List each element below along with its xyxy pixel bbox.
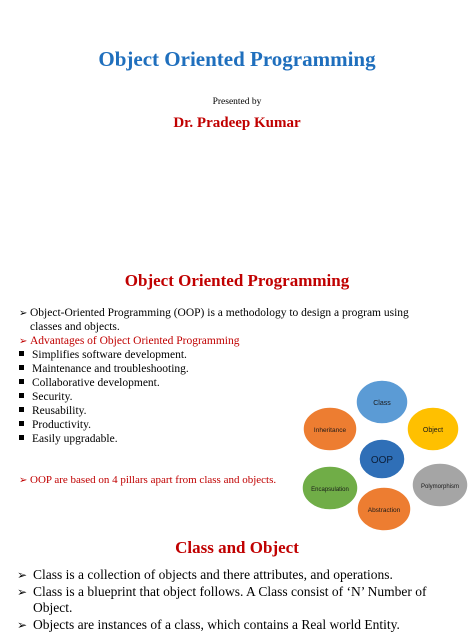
pillars-note-text: OOP are based on 4 pillars apart from class and objects. bbox=[30, 474, 277, 486]
class-point-3 bbox=[17, 617, 400, 633]
oop-pillars-diagram bbox=[300, 374, 470, 536]
intro-line-1 bbox=[19, 307, 409, 320]
class-point-2 bbox=[17, 584, 426, 600]
list-item bbox=[19, 377, 160, 390]
list-item bbox=[19, 349, 187, 362]
intro-line-2: classes and objects. bbox=[30, 321, 120, 333]
advantages-heading bbox=[19, 335, 240, 348]
abstraction-node-label: Abstraction bbox=[367, 507, 401, 514]
polymorphism-node-label: Polymorphism bbox=[420, 484, 460, 490]
section-title-oop: Object Oriented Programming bbox=[124, 271, 350, 290]
arrow-bullet-icon: ➢ bbox=[17, 585, 28, 599]
intro-text-1: Object-Oriented Programming (OOP) is a methodology to design a program using bbox=[30, 307, 409, 319]
list-item bbox=[19, 391, 72, 404]
author-name: Dr. Pradeep Kumar bbox=[173, 115, 301, 131]
arrow-bullet-icon: ➢ bbox=[19, 308, 28, 319]
pillars-note bbox=[19, 474, 276, 487]
list-item bbox=[19, 363, 189, 376]
list-item bbox=[19, 419, 91, 432]
slide-title: Object Oriented Programming bbox=[98, 47, 376, 71]
square-bullet-icon bbox=[19, 365, 24, 370]
list-item-text: Collaborative development. bbox=[32, 377, 160, 389]
square-bullet-icon bbox=[19, 351, 24, 356]
list-item-text: Security. bbox=[32, 391, 73, 403]
class-point-1 bbox=[17, 567, 393, 583]
square-bullet-icon bbox=[19, 407, 24, 412]
encapsulation-node-label: Encapsulation bbox=[311, 487, 349, 493]
list-item-text: Reusability. bbox=[32, 405, 87, 417]
arrow-bullet-icon: ➢ bbox=[19, 336, 28, 347]
class-point-2-cont: Object. bbox=[33, 600, 73, 615]
list-item-text: Productivity. bbox=[32, 419, 91, 431]
arrow-bullet-icon: ➢ bbox=[17, 618, 28, 632]
square-bullet-icon bbox=[19, 379, 24, 384]
class-point-3-text: Objects are instances of a class, which contains a Real world Entity. bbox=[33, 617, 400, 632]
arrow-bullet-icon: ➢ bbox=[17, 568, 28, 582]
inheritance-node-label: Inheritance bbox=[313, 427, 347, 434]
list-item bbox=[19, 433, 118, 446]
section-title-class-object: Class and Object bbox=[175, 538, 299, 557]
class-point-2-text: Class is a blueprint that object follows. A Class consist of ‘N’ Number of bbox=[33, 584, 427, 599]
square-bullet-icon bbox=[19, 421, 24, 426]
square-bullet-icon bbox=[19, 435, 24, 440]
arrow-bullet-icon: ➢ bbox=[19, 475, 28, 486]
square-bullet-icon bbox=[19, 393, 24, 398]
list-item-text: Easily upgradable. bbox=[32, 433, 118, 445]
list-item bbox=[19, 405, 87, 418]
object-node-label: Object bbox=[422, 427, 444, 434]
oop-center-label: OOP bbox=[370, 455, 394, 466]
presented-by-label: Presented by bbox=[212, 97, 262, 107]
advantages-heading-text: Advantages of Object Oriented Programming bbox=[30, 335, 240, 347]
class-point-1-text: Class is a collection of objects and there attributes, and operations. bbox=[33, 567, 393, 582]
list-item-text: Simplifies software development. bbox=[32, 349, 187, 361]
list-item-text: Maintenance and troubleshooting. bbox=[32, 363, 189, 375]
class-node-label: Class bbox=[373, 400, 391, 407]
